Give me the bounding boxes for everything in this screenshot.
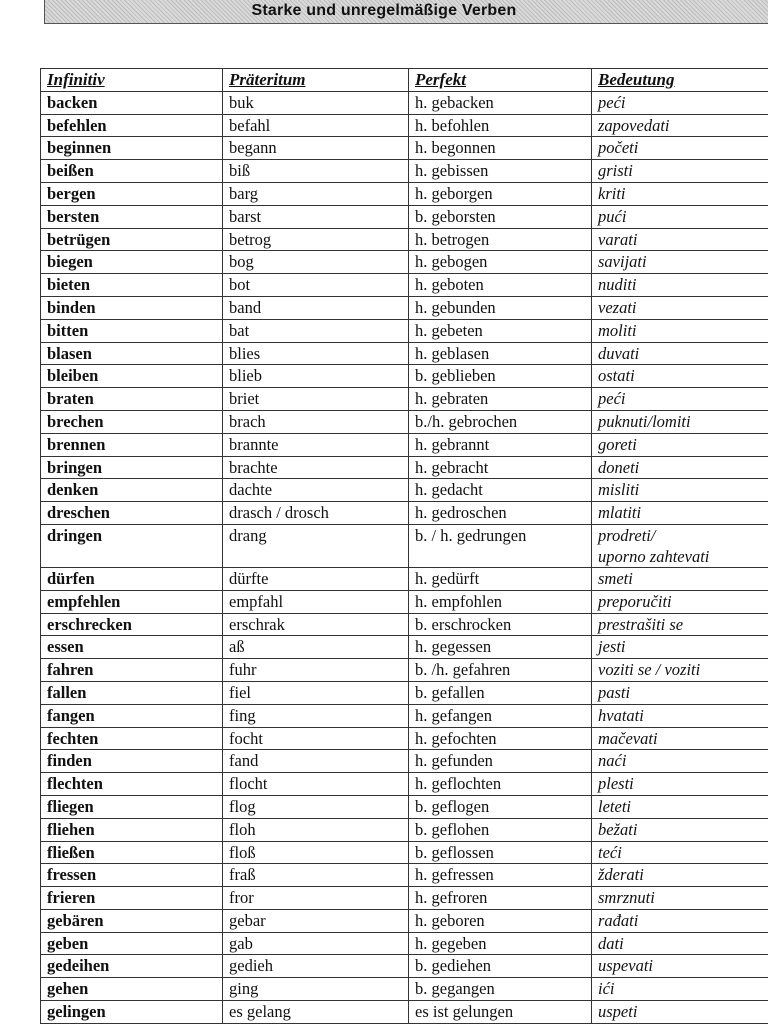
bedeutung-cell: hvatati (592, 704, 768, 727)
perfekt-cell: h. geborgen (409, 182, 592, 205)
table-row (41, 567, 768, 590)
table-row (41, 410, 768, 433)
perfekt-cell: b./h. gebrochen (409, 410, 592, 433)
praeteritum-cell: fraß (223, 864, 409, 887)
praeteritum-cell: flog (223, 795, 409, 818)
bedeutung-cell: pući (592, 205, 768, 228)
infinitiv-cell: blasen (41, 342, 223, 365)
table-row (41, 524, 768, 567)
praeteritum-cell: dürfte (223, 567, 409, 590)
infinitiv-cell: befehlen (41, 114, 223, 137)
praeteritum-cell: fror (223, 887, 409, 910)
perfekt-cell: h. gedacht (409, 479, 592, 502)
infinitiv-cell: bleiben (41, 365, 223, 388)
perfekt-cell: h. gebacken (409, 91, 592, 114)
perfekt-cell: h. gedürft (409, 567, 592, 590)
praeteritum-cell: barg (223, 182, 409, 205)
praeteritum-cell: befahl (223, 114, 409, 137)
title-banner (44, 0, 768, 24)
bedeutung-cell: rađati (592, 909, 768, 932)
infinitiv-cell: gelingen (41, 1001, 223, 1024)
table-row (41, 274, 768, 297)
perfekt-cell: h. gefochten (409, 727, 592, 750)
perfekt-cell: h. gebracht (409, 456, 592, 479)
infinitiv-cell: fressen (41, 864, 223, 887)
table-row (41, 659, 768, 682)
table-row (41, 750, 768, 773)
perfekt-cell: b. geblieben (409, 365, 592, 388)
perfekt-cell: h. gefroren (409, 887, 592, 910)
perfekt-cell: b. gefallen (409, 681, 592, 704)
table-row (41, 296, 768, 319)
perfekt-cell: b. geflohen (409, 818, 592, 841)
table-row (41, 91, 768, 114)
perfekt-cell: b. geborsten (409, 205, 592, 228)
infinitiv-cell: gebären (41, 909, 223, 932)
perfekt-cell: es ist gelungen (409, 1001, 592, 1024)
bedeutung-cell: goreti (592, 433, 768, 456)
bedeutung-cell: ostati (592, 365, 768, 388)
perfekt-cell: h. empfohlen (409, 590, 592, 613)
praeteritum-cell: erschrak (223, 613, 409, 636)
table-row (41, 342, 768, 365)
praeteritum-cell: bat (223, 319, 409, 342)
bedeutung-cell: bežati (592, 818, 768, 841)
table-row (41, 613, 768, 636)
bedeutung-cell: ići (592, 978, 768, 1001)
praeteritum-cell: brachte (223, 456, 409, 479)
bedeutung-cell: teći (592, 841, 768, 864)
praeteritum-cell: floß (223, 841, 409, 864)
infinitiv-cell: beginnen (41, 137, 223, 160)
verb-table-body (41, 91, 768, 1023)
perfekt-cell: h. begonnen (409, 137, 592, 160)
bedeutung-cell: leteti (592, 795, 768, 818)
bedeutung-cell: smeti (592, 567, 768, 590)
bedeutung-cell: kriti (592, 182, 768, 205)
perfekt-cell: h. geboren (409, 909, 592, 932)
header-row (41, 69, 768, 92)
infinitiv-cell: dürfen (41, 567, 223, 590)
infinitiv-cell: fechten (41, 727, 223, 750)
praeteritum-cell: blieb (223, 365, 409, 388)
infinitiv-cell: fangen (41, 704, 223, 727)
perfekt-cell: h. gebraten (409, 388, 592, 411)
perfekt-cell: h. gegeben (409, 932, 592, 955)
table-row (41, 160, 768, 183)
praeteritum-cell: empfahl (223, 590, 409, 613)
perfekt-cell: h. betrogen (409, 228, 592, 251)
bedeutung-line: uporno zahtevati (598, 546, 710, 566)
verb-table (40, 68, 768, 1024)
praeteritum-cell: fiel (223, 681, 409, 704)
perfekt-cell: h. gebissen (409, 160, 592, 183)
praeteritum-cell: barst (223, 205, 409, 228)
infinitiv-cell: bringen (41, 456, 223, 479)
table-row (41, 727, 768, 750)
infinitiv-cell: bieten (41, 274, 223, 297)
bedeutung-cell: prestrašiti se (592, 613, 768, 636)
praeteritum-cell: gab (223, 932, 409, 955)
infinitiv-cell: flechten (41, 773, 223, 796)
perfekt-cell: b. geflogen (409, 795, 592, 818)
infinitiv-cell: geben (41, 932, 223, 955)
perfekt-cell: h. gefressen (409, 864, 592, 887)
infinitiv-cell: denken (41, 479, 223, 502)
bedeutung-cell: žderati (592, 864, 768, 887)
praeteritum-cell: fing (223, 704, 409, 727)
praeteritum-cell: drasch / drosch (223, 502, 409, 525)
perfekt-cell: b. gegangen (409, 978, 592, 1001)
perfekt-cell: b. gediehen (409, 955, 592, 978)
bedeutung-cell: doneti (592, 456, 768, 479)
table-row (41, 681, 768, 704)
infinitiv-cell: fließen (41, 841, 223, 864)
infinitiv-cell: braten (41, 388, 223, 411)
infinitiv-cell: essen (41, 636, 223, 659)
infinitiv-cell: dringen (41, 524, 223, 567)
bedeutung-cell: dati (592, 932, 768, 955)
perfekt-cell: h. gebeten (409, 319, 592, 342)
table-row (41, 704, 768, 727)
bedeutung-cell: zapovedati (592, 114, 768, 137)
table-row (41, 909, 768, 932)
perfekt-cell: h. befohlen (409, 114, 592, 137)
table-row (41, 932, 768, 955)
praeteritum-cell: ging (223, 978, 409, 1001)
bedeutung-cell: početi (592, 137, 768, 160)
bedeutung-cell: gristi (592, 160, 768, 183)
infinitiv-cell: beißen (41, 160, 223, 183)
perfekt-cell: h. gegessen (409, 636, 592, 659)
header-praeteritum: Präteritum (223, 69, 409, 92)
infinitiv-cell: brechen (41, 410, 223, 433)
perfekt-cell: h. gebrannt (409, 433, 592, 456)
infinitiv-cell: empfehlen (41, 590, 223, 613)
bedeutung-cell: peći (592, 91, 768, 114)
bedeutung-cell: jesti (592, 636, 768, 659)
perfekt-cell: h. gedroschen (409, 502, 592, 525)
table-row (41, 228, 768, 251)
bedeutung-line: prodreti/ (598, 525, 656, 545)
table-row (41, 773, 768, 796)
table-row (41, 636, 768, 659)
perfekt-cell: h. geboten (409, 274, 592, 297)
bedeutung-cell: misliti (592, 479, 768, 502)
bedeutung-cell: vezati (592, 296, 768, 319)
praeteritum-cell: fand (223, 750, 409, 773)
praeteritum-cell: buk (223, 91, 409, 114)
praeteritum-cell: focht (223, 727, 409, 750)
table-row (41, 502, 768, 525)
table-row (41, 251, 768, 274)
praeteritum-cell: flocht (223, 773, 409, 796)
praeteritum-cell: brach (223, 410, 409, 433)
table-row (41, 887, 768, 910)
infinitiv-cell: gehen (41, 978, 223, 1001)
perfekt-cell: h. geblasen (409, 342, 592, 365)
infinitiv-cell: backen (41, 91, 223, 114)
bedeutung-cell: pasti (592, 681, 768, 704)
infinitiv-cell: frieren (41, 887, 223, 910)
infinitiv-cell: fliegen (41, 795, 223, 818)
header-perfekt: Perfekt (409, 69, 592, 92)
table-row (41, 137, 768, 160)
table-row (41, 182, 768, 205)
bedeutung-cell: moliti (592, 319, 768, 342)
infinitiv-cell: finden (41, 750, 223, 773)
table-row (41, 388, 768, 411)
praeteritum-cell: gedieh (223, 955, 409, 978)
infinitiv-cell: bersten (41, 205, 223, 228)
infinitiv-cell: erschrecken (41, 613, 223, 636)
praeteritum-cell: blies (223, 342, 409, 365)
praeteritum-cell: es gelang (223, 1001, 409, 1024)
infinitiv-cell: dreschen (41, 502, 223, 525)
perfekt-cell: h. gebunden (409, 296, 592, 319)
bedeutung-cell (592, 524, 768, 567)
praeteritum-cell: band (223, 296, 409, 319)
table-row (41, 864, 768, 887)
bedeutung-cell: voziti se / voziti (592, 659, 768, 682)
perfekt-cell: b. erschrocken (409, 613, 592, 636)
table-row (41, 841, 768, 864)
bedeutung-cell: mlatiti (592, 502, 768, 525)
table-row (41, 955, 768, 978)
infinitiv-cell: gedeihen (41, 955, 223, 978)
praeteritum-cell: brannte (223, 433, 409, 456)
table-row (41, 479, 768, 502)
header-bedeutung: Bedeutung (592, 69, 768, 92)
perfekt-cell: b. / h. gedrungen (409, 524, 592, 567)
bedeutung-cell: naći (592, 750, 768, 773)
praeteritum-cell: biß (223, 160, 409, 183)
bedeutung-cell: uspeti (592, 1001, 768, 1024)
table-row (41, 205, 768, 228)
praeteritum-cell: floh (223, 818, 409, 841)
table-row (41, 978, 768, 1001)
bedeutung-cell: preporučiti (592, 590, 768, 613)
infinitiv-cell: fliehen (41, 818, 223, 841)
infinitiv-cell: fallen (41, 681, 223, 704)
perfekt-cell: b. geflossen (409, 841, 592, 864)
infinitiv-cell: biegen (41, 251, 223, 274)
bedeutung-cell: peći (592, 388, 768, 411)
page-title: Starke und unregelmäßige Verben (251, 2, 517, 19)
header-infinitiv: Infinitiv (41, 69, 223, 92)
bedeutung-cell: nuditi (592, 274, 768, 297)
infinitiv-cell: bitten (41, 319, 223, 342)
praeteritum-cell: aß (223, 636, 409, 659)
table-row (41, 319, 768, 342)
praeteritum-cell: dachte (223, 479, 409, 502)
bedeutung-cell: puknuti/lomiti (592, 410, 768, 433)
praeteritum-cell: drang (223, 524, 409, 567)
perfekt-cell: b. /h. gefahren (409, 659, 592, 682)
praeteritum-cell: begann (223, 137, 409, 160)
perfekt-cell: h. gefangen (409, 704, 592, 727)
bedeutung-cell: uspevati (592, 955, 768, 978)
perfekt-cell: h. gefunden (409, 750, 592, 773)
table-row (41, 433, 768, 456)
bedeutung-cell: smrznuti (592, 887, 768, 910)
table-row (41, 114, 768, 137)
bedeutung-cell: varati (592, 228, 768, 251)
bedeutung-cell: savijati (592, 251, 768, 274)
perfekt-cell: h. gebogen (409, 251, 592, 274)
infinitiv-cell: binden (41, 296, 223, 319)
praeteritum-cell: bog (223, 251, 409, 274)
bedeutung-cell: plesti (592, 773, 768, 796)
praeteritum-cell: briet (223, 388, 409, 411)
bedeutung-cell: duvati (592, 342, 768, 365)
infinitiv-cell: brennen (41, 433, 223, 456)
table-row (41, 818, 768, 841)
table-row (41, 1001, 768, 1024)
praeteritum-cell: gebar (223, 909, 409, 932)
perfekt-cell: h. geflochten (409, 773, 592, 796)
bedeutung-cell: mačevati (592, 727, 768, 750)
infinitiv-cell: fahren (41, 659, 223, 682)
table-row (41, 590, 768, 613)
praeteritum-cell: bot (223, 274, 409, 297)
infinitiv-cell: betrügen (41, 228, 223, 251)
praeteritum-cell: betrog (223, 228, 409, 251)
table-row (41, 365, 768, 388)
table-row (41, 456, 768, 479)
table-row (41, 795, 768, 818)
infinitiv-cell: bergen (41, 182, 223, 205)
praeteritum-cell: fuhr (223, 659, 409, 682)
